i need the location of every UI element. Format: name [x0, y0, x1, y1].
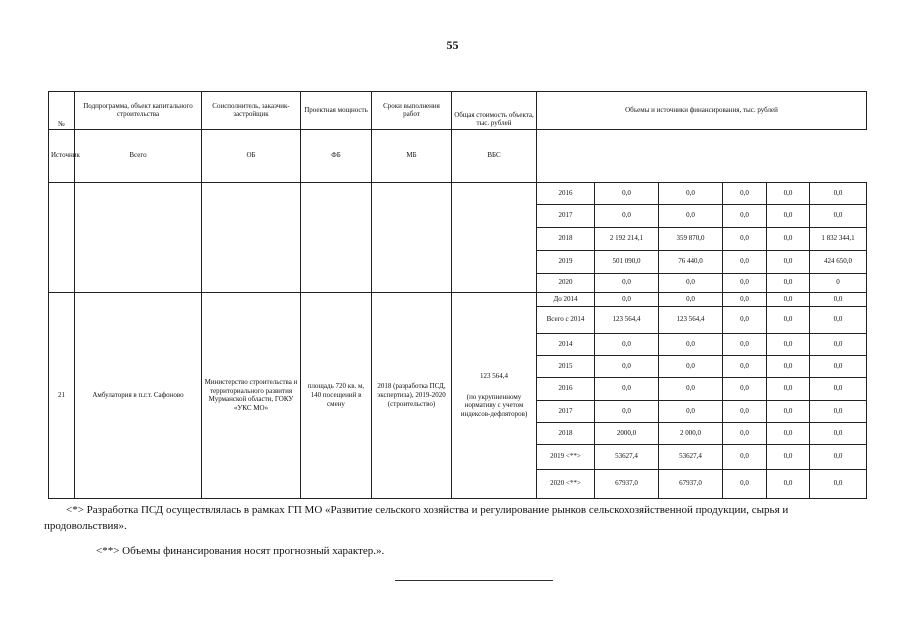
header-ob: ОБ [202, 129, 301, 182]
empty-cell [301, 182, 372, 292]
fb-cell: 0,0 [723, 469, 767, 498]
year-cell: 2018 [537, 422, 595, 444]
table-row [49, 182, 867, 204]
header-fb: ФБ [301, 129, 372, 182]
fb-cell: 0,0 [723, 306, 767, 333]
ob-cell: 123 564,4 [659, 306, 723, 333]
fb-cell: 0,0 [723, 400, 767, 422]
year-cell: 2017 [537, 204, 595, 227]
fb-cell: 0,0 [723, 227, 767, 250]
mb-cell: 0,0 [767, 273, 810, 292]
total-cell: 0,0 [595, 273, 659, 292]
vbs-cell: 0,0 [810, 444, 867, 469]
ob-cell: 0,0 [659, 333, 723, 355]
header-row-sub [49, 129, 867, 182]
vbs-cell: 424 650,0 [810, 250, 867, 273]
mb-cell: 0,0 [767, 444, 810, 469]
vbs-cell: 0,0 [810, 400, 867, 422]
header-row-top [49, 92, 867, 130]
total-cell: 0,0 [595, 355, 659, 377]
header-num: № [49, 92, 75, 130]
total-cell: 0,0 [595, 204, 659, 227]
header-total: Всего [75, 129, 202, 182]
empty-cell [452, 182, 537, 292]
empty-cell [202, 182, 301, 292]
mb-cell: 0,0 [767, 227, 810, 250]
year-cell: 2020 [537, 273, 595, 292]
ob-cell: 0,0 [659, 273, 723, 292]
header-executor: Соисполнитель, заказчик-застройщик [202, 92, 301, 130]
object-capacity: площадь 720 кв. м, 140 посещений в смену [301, 292, 372, 498]
object-name: Амбулатория в п.г.т. Сафоново [75, 292, 202, 498]
total-cell: 67937,0 [595, 469, 659, 498]
total-cell: 2 192 214,1 [595, 227, 659, 250]
mb-cell: 0,0 [767, 292, 810, 306]
object-cost-note: (по укрупненному нормативу с учетом индексов-дефляторов) [460, 392, 528, 418]
vbs-cell: 0,0 [810, 182, 867, 204]
year-cell: До 2014 [537, 292, 595, 306]
vbs-cell: 0 [810, 273, 867, 292]
footnote-1: <*> Разработка ПСД осуществлялась в рамках ГП МО «Развитие сельского хозяйства и регулирование рынков сельскохозяйственной продукции, сырья и продовольствия». [44, 504, 789, 532]
header-capacity: Проектная мощность [301, 92, 372, 130]
ob-cell: 0,0 [659, 292, 723, 306]
fb-cell: 0,0 [723, 377, 767, 400]
empty-cell [372, 182, 452, 292]
object-cost-value: 123 564,4 [480, 371, 508, 380]
object-cost [452, 292, 537, 498]
ob-cell: 76 440,0 [659, 250, 723, 273]
total-cell: 2000,0 [595, 422, 659, 444]
mb-cell: 0,0 [767, 182, 810, 204]
ob-cell: 0,0 [659, 400, 723, 422]
year-cell: 2019 [537, 250, 595, 273]
total-cell: 0,0 [595, 182, 659, 204]
mb-cell: 0,0 [767, 250, 810, 273]
mb-cell: 0,0 [767, 400, 810, 422]
header-source: Источник [49, 129, 75, 182]
fb-cell: 0,0 [723, 444, 767, 469]
year-cell: 2018 [537, 227, 595, 250]
total-cell: 53627,4 [595, 444, 659, 469]
page-number: 55 [446, 38, 459, 52]
header-terms: Сроки выполнения работ [372, 92, 452, 130]
year-cell: 2020 <**> [537, 469, 595, 498]
total-cell: 501 090,0 [595, 250, 659, 273]
header-subprogram: Подпрограмма, объект капитального строительства [75, 92, 202, 130]
vbs-cell: 0,0 [810, 422, 867, 444]
ob-cell: 2 000,0 [659, 422, 723, 444]
header-finance-group: Объемы и источники финансирования, тыс. рублей [537, 92, 867, 130]
fb-cell: 0,0 [723, 250, 767, 273]
fb-cell: 0,0 [723, 292, 767, 306]
vbs-cell: 0,0 [810, 333, 867, 355]
mb-cell: 0,0 [767, 355, 810, 377]
ob-cell: 67937,0 [659, 469, 723, 498]
header-vbs: ВБС [452, 129, 537, 182]
fb-cell: 0,0 [723, 182, 767, 204]
object-terms: 2018 (разработка ПСД, экспертиза), 2019-2020 (строительство) [372, 292, 452, 498]
total-cell: 0,0 [595, 333, 659, 355]
signature-line [395, 580, 553, 581]
year-cell: 2016 [537, 377, 595, 400]
table-row [49, 292, 867, 306]
total-cell: 123 564,4 [595, 306, 659, 333]
fb-cell: 0,0 [723, 204, 767, 227]
mb-cell: 0,0 [767, 306, 810, 333]
vbs-cell: 0,0 [810, 355, 867, 377]
mb-cell: 0,0 [767, 469, 810, 498]
financing-table [48, 91, 867, 499]
fb-cell: 0,0 [723, 422, 767, 444]
ob-cell: 359 870,0 [659, 227, 723, 250]
total-cell: 0,0 [595, 400, 659, 422]
year-cell: 2014 [537, 333, 595, 355]
object-executor: Министерство строительства и территориального развития Мурманской области, ГОКУ «УКС МО» [202, 292, 301, 498]
empty-cell [49, 182, 75, 292]
vbs-cell: 0,0 [810, 204, 867, 227]
ob-cell: 0,0 [659, 377, 723, 400]
empty-cell [75, 182, 202, 292]
vbs-cell: 1 832 344,1 [810, 227, 867, 250]
header-cost: Общая стоимость объекта, тыс. рублей [452, 92, 537, 130]
mb-cell: 0,0 [767, 377, 810, 400]
vbs-cell: 0,0 [810, 377, 867, 400]
footnote-2: <**> Объемы финансирования носят прогнозный характер.». [96, 545, 385, 557]
year-cell: Всего с 2014 [537, 306, 595, 333]
year-cell: 2017 [537, 400, 595, 422]
object-number: 21 [49, 292, 75, 498]
vbs-cell: 0,0 [810, 306, 867, 333]
header-mb: МБ [372, 129, 452, 182]
ob-cell: 0,0 [659, 355, 723, 377]
mb-cell: 0,0 [767, 204, 810, 227]
mb-cell: 0,0 [767, 333, 810, 355]
ob-cell: 53627,4 [659, 444, 723, 469]
fb-cell: 0,0 [723, 355, 767, 377]
fb-cell: 0,0 [723, 273, 767, 292]
mb-cell: 0,0 [767, 422, 810, 444]
vbs-cell: 0,0 [810, 469, 867, 498]
ob-cell: 0,0 [659, 204, 723, 227]
year-cell: 2019 <**> [537, 444, 595, 469]
total-cell: 0,0 [595, 292, 659, 306]
fb-cell: 0,0 [723, 333, 767, 355]
ob-cell: 0,0 [659, 182, 723, 204]
year-cell: 2015 [537, 355, 595, 377]
total-cell: 0,0 [595, 377, 659, 400]
vbs-cell: 0,0 [810, 292, 867, 306]
year-cell: 2016 [537, 182, 595, 204]
